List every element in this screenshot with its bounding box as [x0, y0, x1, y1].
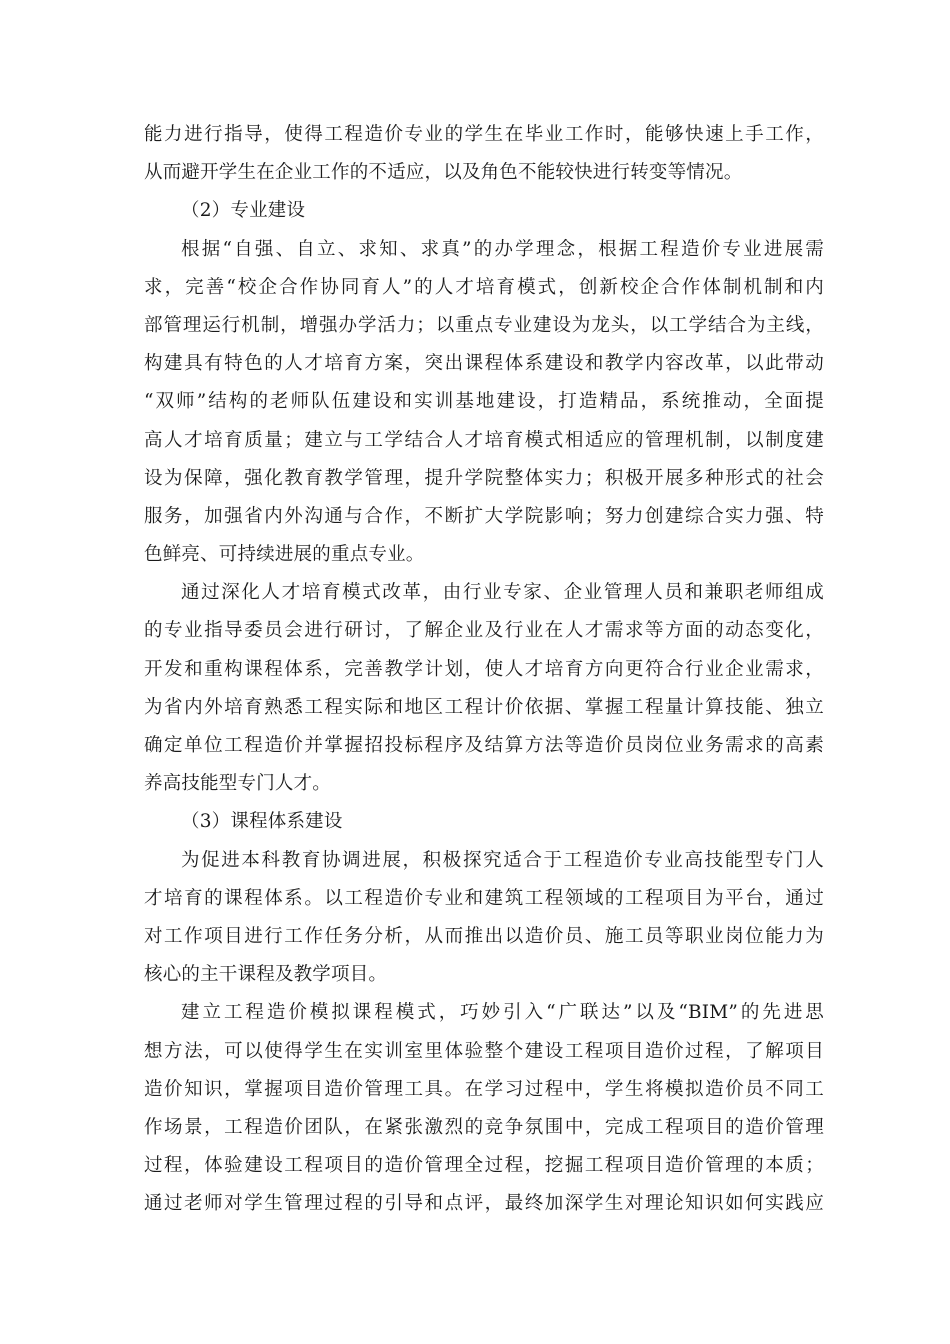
text-line: “双师”结构的老师队伍建设和实训基地建设，打造精品，系统推动，全面提	[144, 391, 824, 413]
text-line: 养高技能型专门人才。	[144, 773, 332, 795]
text-line: 从而避开学生在企业工作的不适应，以及角色不能较快进行转变等情况。	[144, 162, 743, 184]
paragraph-first-line: 根据“自强、自立、求知、求真”的办学理念，根据工程造价专业进展需	[181, 238, 824, 260]
text-line: 通过老师对学生管理过程的引导和点评，最终加深学生对理论知识如何实践应	[144, 1193, 824, 1215]
text-line: 为省内外培育熟悉工程实际和地区工程计价依据、掌握工程量计算技能、独立	[144, 696, 824, 718]
text-line: 想方法，可以使得学生在实训室里体验整个建设工程项目造价过程，了解项目	[144, 1040, 824, 1062]
text-line: 色鲜亮、可持续进展的重点专业。	[144, 544, 425, 566]
text-line: 开发和重构课程体系，完善教学计划，使人才培育方向更符合行业企业需求，	[144, 658, 824, 680]
text-line: 能力进行指导，使得工程造价专业的学生在毕业工作时，能够快速上手工作，	[144, 124, 824, 145]
paragraph-first-line: 通过深化人才培育模式改革，由行业专家、企业管理人员和兼职老师组成	[181, 582, 824, 604]
text-line: 核心的主干课程及教学项目。	[144, 964, 388, 986]
text-line: 造价知识，掌握项目造价管理工具。在学习过程中，学生将模拟造价员不同工	[144, 1078, 824, 1100]
text-line: 才培育的课程体系。以工程造价专业和建筑工程领域的工程项目为平台，通过	[144, 887, 824, 909]
text-line: 确定单位工程造价并掌握招投标程序及结算方法等造价员岗位业务需求的高素	[144, 735, 824, 756]
text-line: 作场景，工程造价团队，在紧张激烈的竞争氛围中，完成工程项目的造价管理	[144, 1116, 824, 1138]
text-line: 过程，体验建设工程项目的造价管理全过程，挖掘工程项目造价管理的本质；	[144, 1155, 824, 1177]
text-line: 的专业指导委员会进行研讨，了解企业及行业在人才需求等方面的动态变化，	[144, 620, 824, 642]
paragraph-first-line: 为促进本科教育协调进展，积极探究适合于工程造价专业高技能型专门人	[181, 849, 824, 871]
section-heading: （3）课程体系建设	[181, 811, 343, 833]
text-line: 部管理运行机制，增强办学活力；以重点专业建设为龙头，以工学结合为主线，	[144, 314, 824, 336]
text-line: 构建具有特色的人才培育方案，突出课程体系建设和教学内容改革，以此带动	[144, 353, 824, 375]
paragraph-first-line: 建立工程造价模拟课程模式，巧妙引入“广联达”以及“BIM”的先进思	[181, 1002, 824, 1024]
document-body	[144, 116, 824, 1223]
text-line: 服务，加强省内外沟通与合作，不断扩大学院影响；努力创建综合实力强、特	[144, 505, 824, 527]
section-heading: （2）专业建设	[181, 200, 306, 222]
text-line: 高人才培育质量；建立与工学结合人才培育模式相适应的管理机制，以制度建	[144, 429, 824, 451]
text-line: 求，完善“校企合作协同育人”的人才培育模式，创新校企合作体制机制和内	[144, 276, 824, 298]
text-line: 设为保障，强化教育教学管理，提升学院整体实力；积极开展多种形式的社会	[144, 467, 824, 489]
text-line: 对工作项目进行工作任务分析，从而推出以造价员、施工员等职业岗位能力为	[144, 925, 824, 947]
